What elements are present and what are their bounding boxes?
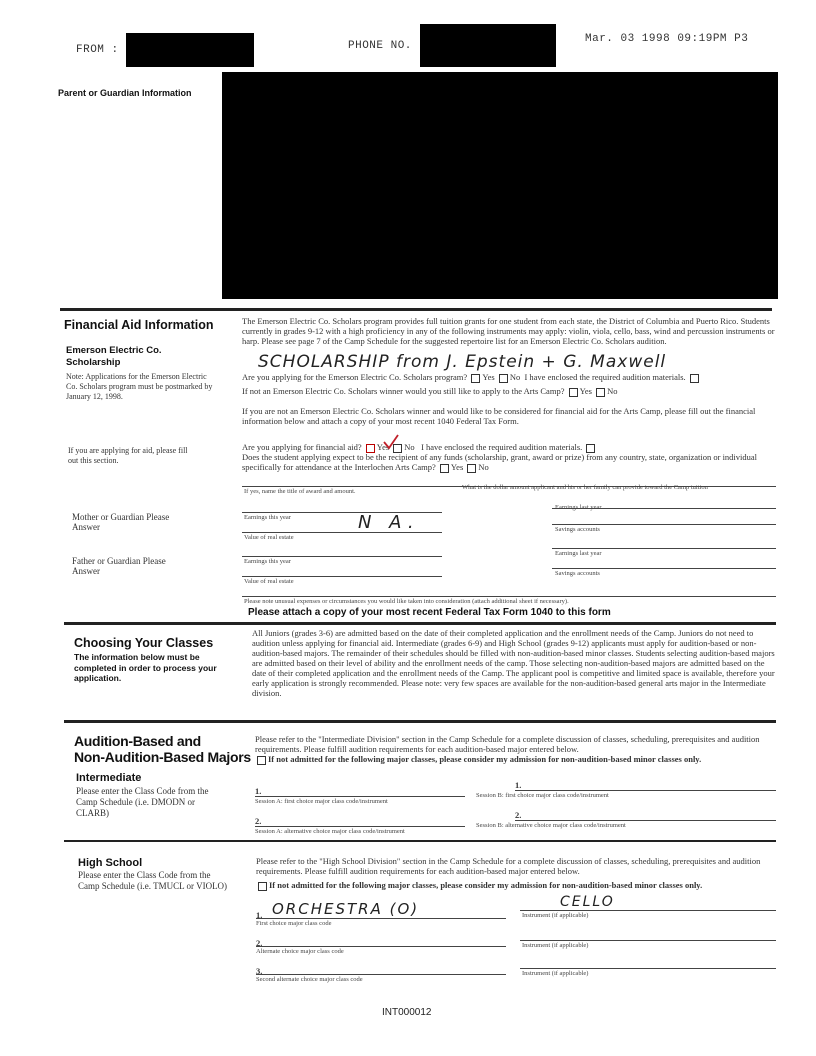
choosing-classes-body: All Juniors (grades 3-6) are admitted based on the date of their completed application and the enrollment needs of the Camp. Juniors do not need to audition unless applying for financial aid. Intermediate (grades 6-9) and High School (grades 9-12) applicants must apply for audition-based or non-audition-based majors. The remainder of their schedules should be filled with non-audition-based minor classes. Students selecting audition-based majors are admitted based on their level of ability and the enrollment needs of the camp. Those selecting non-audition-based majors are admitted based on the date of their completed application and the enrollment needs of the Camp. The applicant pool is competitive and limited space is available, therefore your early application is strongly recommended. Please note: very few spaces are available for the non-audition-based general arts major in the Intermediate division.	[252, 628, 775, 698]
hs-n3: 3.	[256, 966, 263, 976]
scholarship-subtitle: Emerson Electric Co. Scholarship	[66, 345, 162, 368]
checkbox-funds-no[interactable]	[467, 464, 476, 473]
intermediate-if-not-admitted: If not admitted for the following major classes, please consider my admission for non-audition-based minor classes only.	[255, 754, 785, 765]
redaction-parent-info	[222, 72, 778, 299]
if-not-winner-text: If you are not an Emerson Electric Co. Scholars winner and would like to be considered for financial aid for the Arts Camp, please fill out the financial information below and attach a copy of your most recent 1040 Federal Tax Form.	[242, 406, 756, 426]
bates-number: INT000012	[382, 1007, 432, 1018]
checkbox-artscamp-no[interactable]	[596, 388, 605, 397]
father-earnings-last-year: Earnings last year	[555, 550, 602, 557]
q-financial-aid: Are you applying for financial aid? Yes No I have enclosed the required audition materials.	[242, 442, 597, 453]
q-arts-camp: If not an Emerson Electric Co. Scholars winner would you still like to apply to the Arts Camp? Yes No	[242, 386, 618, 396]
intermediate-title: Intermediate	[76, 772, 142, 784]
q-recipient-funds: Does the student applying expect to be the recipient of any funds (scholarship, grant, award or prize) from any country, state, organization or individual specifically for attendance at the Interlochen Arts Camp? Yes No	[242, 452, 758, 472]
father-earnings-this-year: Earnings this year	[244, 558, 291, 565]
checkbox-intermediate-minor-only[interactable]	[257, 756, 266, 765]
section-rule	[60, 308, 772, 311]
mother-real-estate: Value of real estate	[244, 534, 294, 541]
intermediate-note: Please enter the Class Code from the Camp Schedule (i.e. DMODN or CLARB)	[76, 786, 209, 818]
checkbox-artscamp-yes[interactable]	[569, 388, 578, 397]
hs-n1: 1.	[256, 910, 263, 920]
mother-earnings-last-year: Earnings last year	[555, 504, 602, 511]
father-label: Father or Guardian Please Answer	[72, 556, 166, 576]
checkbox-scholars-no[interactable]	[499, 374, 508, 383]
father-savings: Savings accounts	[555, 570, 600, 577]
hs-if-not-admitted: If not admitted for the following major classes, please consider my admission for non-audition-based minor classes only.	[256, 880, 786, 891]
section-rule	[64, 720, 776, 723]
hs-instrument-2: Instrument (if applicable)	[522, 942, 589, 949]
intermediate-n2: 2.	[255, 816, 262, 826]
handwritten-cello: CELLO	[560, 894, 615, 910]
fax-from-label: FROM :	[76, 44, 119, 56]
section-rule	[64, 622, 776, 625]
checkbox-hs-minor-only[interactable]	[258, 882, 267, 891]
hs-instrument-1: Instrument (if applicable)	[522, 912, 589, 919]
checkbox-scholars-yes[interactable]	[471, 374, 480, 383]
parent-guardian-title: Parent or Guardian Information	[58, 88, 192, 98]
redaction-from	[126, 33, 254, 67]
handwritten-scholarship: SCHOLARSHIP from J. Epstein + G. Maxwell	[258, 352, 667, 372]
checkbox-funds-yes[interactable]	[440, 464, 449, 473]
red-check-mark	[381, 433, 401, 453]
section-rule	[64, 840, 776, 842]
choosing-classes-subtitle: The information below must be completed in order to process your application.	[74, 652, 217, 683]
redaction-phone	[420, 24, 556, 67]
checkbox-enclosed-materials[interactable]	[690, 374, 699, 383]
intermediate-intro: Please refer to the "Intermediate Division" section in the Camp Schedule for a complete discussion of classes, scheduling, prerequisites and audition requirements. Please fulfill audition requirements for each audition-based major entered below.	[255, 734, 760, 754]
choosing-classes-title: Choosing Your Classes	[74, 636, 214, 650]
hs-first-choice-label: First choice major class code	[256, 920, 332, 927]
high-school-note: Please enter the Class Code from the Camp Schedule (i.e. TMUCL or VIOLO)	[78, 870, 228, 891]
scholars-intro: The Emerson Electric Co. Scholars program provides full tuition grants for one student from each state, the District of Columbia and Puerto Rico. Students currently in grades 9-12 with a high proficiency in any of the following instruments may apply: violin, viola, cello, bass, wind and percussion instruments or harp. Please see page 7 of the Camp Schedule for the suggested repertoire list for an Emerson Electric Co. Scholars audition.	[242, 316, 775, 346]
fax-datetime: Mar. 03 1998 09:19PM P3	[585, 33, 749, 45]
audition-title-line1: Audition-Based and	[74, 733, 201, 749]
intermediate-n1: 1.	[255, 786, 262, 796]
session-b-first-label: Session B: first choice major class code/instrument	[476, 792, 609, 799]
hs-instrument-3: Instrument (if applicable)	[522, 970, 589, 977]
handwritten-orchestra: ORCHESTRA (O)	[272, 900, 420, 918]
fill-note: If you are applying for aid, please fill out this section.	[68, 446, 188, 465]
hs-alternate-label: Alternate choice major class code	[256, 948, 344, 955]
mother-earnings-this-year: Earnings this year	[244, 514, 291, 521]
dollar-amount-label: What is the dollar amount applicant and his or her family can provide toward the Camp tuition	[462, 484, 708, 491]
mother-savings: Savings accounts	[555, 526, 600, 533]
financial-aid-title: Financial Aid Information	[64, 318, 214, 332]
session-a-alt-label: Session A: alternative choice major class code/instrument	[255, 828, 405, 835]
session-b-alt-label: Session B: alternative choice major class code/instrument	[476, 822, 626, 829]
intermediate-b-n1: 1.	[515, 780, 522, 790]
high-school-title: High School	[78, 857, 143, 869]
mother-label: Mother or Guardian Please Answer	[72, 512, 170, 532]
hs-second-alt-label: Second alternate choice major class code	[256, 976, 363, 983]
unusual-expenses-label: Please note unusual expenses or circumstances you would like taken into consideration (attach additional sheet if necessary).	[244, 598, 569, 605]
scholarship-note: Note: Applications for the Emerson Electric Co. Scholars program must be postmarked by January 12, 1998.	[66, 372, 213, 401]
father-real-estate: Value of real estate	[244, 578, 294, 585]
session-a-first-label: Session A: first choice major class code/instrument	[255, 798, 388, 805]
fax-phone-label: PHONE NO.	[348, 40, 412, 52]
intermediate-b-n2: 2.	[515, 810, 522, 820]
award-label: If yes, name the title of award and amount.	[244, 488, 356, 495]
handwritten-na: N A.	[358, 512, 420, 533]
audition-title-line2: Non-Audition-Based Majors	[74, 749, 251, 765]
hs-n2: 2.	[256, 938, 263, 948]
high-school-intro: Please refer to the "High School Division" section in the Camp Schedule for a complete discussion of classes, scheduling, prerequisites and audition requirements. Please fulfill audition requirements for each audition-based major entered below.	[256, 856, 761, 876]
q-applying-scholars: Are you applying for the Emerson Electric Co. Scholars program? Yes No I have enclosed the required audition materials.	[242, 372, 782, 383]
attach-tax-form-note: Please attach a copy of your most recent Federal Tax Form 1040 to this form	[248, 607, 611, 618]
